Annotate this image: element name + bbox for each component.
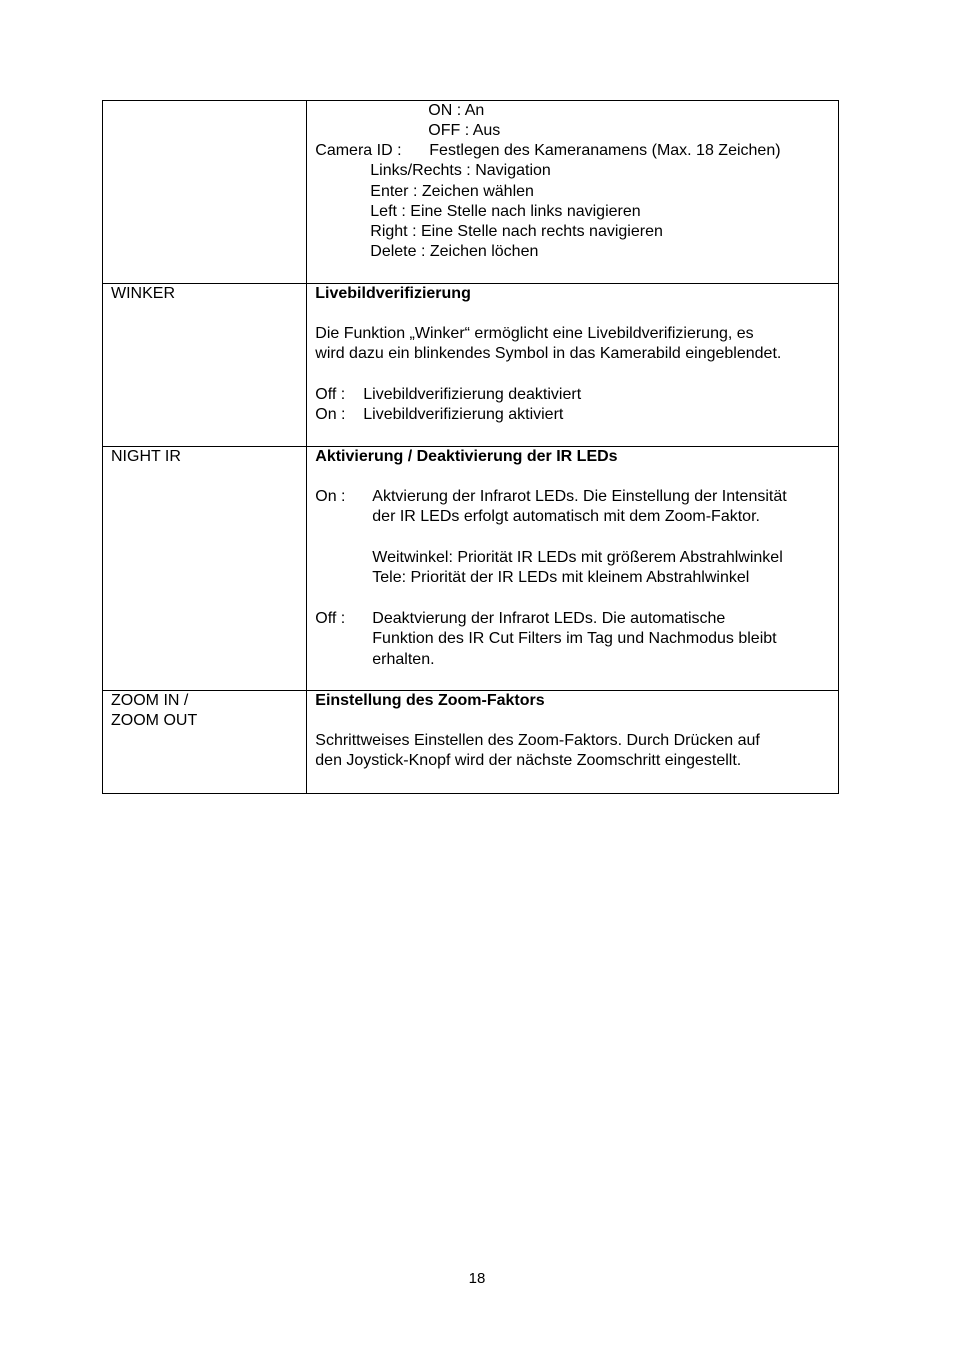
paragraph-line: den Joystick-Knopf wird der nächste Zoomschritt eingestellt.	[315, 752, 742, 769]
paragraph-line: Die Funktion „Winker“ ermöglicht eine Livebildverifizierung, es	[315, 325, 754, 342]
table-row	[103, 284, 839, 447]
table-row	[103, 691, 839, 794]
paragraph-line: Funktion des IR Cut Filters im Tag und Nachmodus bleibt	[372, 630, 777, 647]
row-heading: Aktivierung / Deaktivierung der IR LEDs	[315, 448, 618, 465]
option-label-off: Off :	[315, 386, 346, 403]
row-heading: Einstellung des Zoom-Faktors	[315, 692, 545, 709]
option-right: Right : Eine Stelle nach rechts navigieren	[370, 223, 663, 240]
table-row	[103, 447, 839, 691]
description-cell	[307, 284, 839, 447]
label-cell	[103, 447, 307, 691]
option-on: ON : An	[428, 102, 485, 119]
row-label: WINKER	[111, 285, 175, 302]
option-navigation: Links/Rechts : Navigation	[370, 162, 551, 179]
paragraph-line: erhalten.	[372, 651, 435, 668]
option-label-camera-id: Camera ID :	[315, 142, 402, 159]
label-cell	[103, 101, 307, 284]
option-left: Left : Eine Stelle nach links navigieren	[370, 203, 641, 220]
description-cell	[307, 447, 839, 691]
option-label-on: On :	[315, 406, 346, 423]
option-off: OFF : Aus	[428, 122, 501, 139]
label-cell	[103, 284, 307, 447]
description-cell	[307, 101, 839, 284]
page-number: 18	[468, 1270, 486, 1287]
settings-table	[102, 100, 839, 794]
paragraph-line: wird dazu ein blinkendes Symbol in das Kamerabild eingeblendet.	[315, 345, 782, 362]
option-label-on: On :	[315, 488, 346, 505]
row-label: ZOOM IN /	[111, 692, 189, 709]
label-cell	[103, 691, 307, 794]
table-row	[103, 101, 839, 284]
description-cell	[307, 691, 839, 794]
option-text-on: Livebildverifizierung aktiviert	[363, 406, 564, 423]
option-delete: Delete : Zeichen löchen	[370, 243, 539, 260]
paragraph-line: der IR LEDs erfolgt automatisch mit dem Zoom-Faktor.	[372, 508, 760, 525]
row-label: ZOOM OUT	[111, 712, 198, 729]
paragraph-line: Deaktvierung der Infrarot LEDs. Die automatische	[372, 610, 726, 627]
paragraph-line: Schrittweises Einstellen des Zoom-Faktors. Durch Drücken auf	[315, 732, 760, 749]
row-label: NIGHT IR	[111, 448, 181, 465]
option-text-camera-id: Festlegen des Kameranamens (Max. 18 Zeichen)	[429, 142, 781, 159]
paragraph-line: Tele: Priorität der IR LEDs mit kleinem Abstrahlwinkel	[372, 569, 750, 586]
option-label-off: Off :	[315, 610, 346, 627]
paragraph-line: Weitwinkel: Priorität IR LEDs mit größerem Abstrahlwinkel	[372, 549, 783, 566]
option-enter: Enter : Zeichen wählen	[370, 183, 534, 200]
row-heading: Livebildverifizierung	[315, 285, 471, 302]
paragraph-line: Aktvierung der Infrarot LEDs. Die Einstellung der Intensität	[372, 488, 787, 505]
option-text-off: Livebildverifizierung deaktiviert	[363, 386, 582, 403]
